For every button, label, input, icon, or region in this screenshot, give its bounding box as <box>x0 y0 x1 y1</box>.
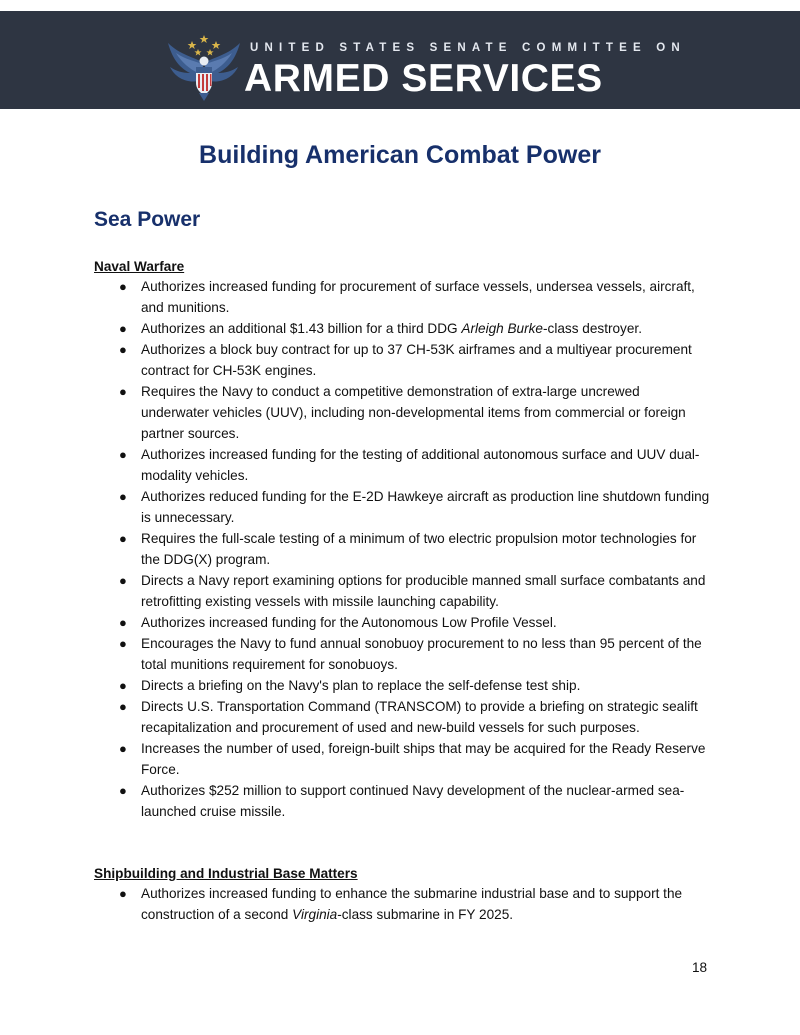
list-item: ● Authorizes a block buy contract for up to 37 CH-53K airframes and a multiyear procurement contract for CH-53K engines. <box>0 339 710 381</box>
list-item: ● Increases the number of used, foreign-built ships that may be acquired for the Ready Reserve Force. <box>0 738 710 780</box>
page-title: Building American Combat Power <box>199 141 601 169</box>
bullet-dot: ● <box>119 699 127 714</box>
list-item: ● Authorizes increased funding for procurement of surface vessels, undersea vessels, aircraft, and munitions. <box>0 276 710 318</box>
bullet-dot: ● <box>119 279 127 294</box>
bullet-dot: ● <box>119 636 127 651</box>
list-item: ● Directs U.S. Transportation Command (TRANSCOM) to provide a briefing on strategic sealift recapitalization and procurement of used and new-build vessels for such purposes. <box>0 696 710 738</box>
list-item: ● Authorizes increased funding for the testing of additional autonomous surface and UUV dual-modality vehicles. <box>0 444 710 486</box>
bullet-dot: ● <box>119 783 127 798</box>
bullet-dot: ● <box>119 384 127 399</box>
shipbuilding-list <box>0 883 710 925</box>
bullet-dot: ● <box>119 321 127 336</box>
bullet-dot: ● <box>119 573 127 588</box>
header-banner <box>0 11 800 109</box>
list-item: ● Requires the Navy to conduct a competitive demonstration of extra-large uncrewed underwater vehicles (UUV), including non-developmental items from commercial or foreign partner sources. <box>0 381 710 444</box>
list-item: ● Authorizes increased funding to enhance the submarine industrial base and to support the construction of a second Virginia-class submarine in FY 2025. <box>0 883 710 925</box>
bullet-dot: ● <box>119 489 127 504</box>
bullet-dot: ● <box>119 678 127 693</box>
page-number: 18 <box>692 960 708 975</box>
list-item: ● Authorizes reduced funding for the E-2D Hawkeye aircraft as production line shutdown funding is unnecessary. <box>0 486 710 528</box>
banner-subtitle: UNITED STATES SENATE COMMITTEE ON <box>250 42 686 54</box>
bullet-dot: ● <box>119 342 127 357</box>
bullet-dot: ● <box>119 447 127 462</box>
list-item: ● Directs a briefing on the Navy's plan to replace the self-defense test ship. <box>0 675 710 696</box>
list-item: ● Authorizes $252 million to support continued Navy development of the nuclear-armed sea-launched cruise missile. <box>0 780 710 822</box>
list-item: ● Directs a Navy report examining options for producible manned small surface combatants and retrofitting existing vessels with missile launching capability. <box>0 570 710 612</box>
eagle-seal-icon <box>166 33 242 103</box>
list-item: ● Authorizes an additional $1.43 billion for a third DDG Arleigh Burke-class destroyer. <box>0 318 710 339</box>
list-item: ● Requires the full-scale testing of a minimum of two electric propulsion motor technologies for the DDG(X) program. <box>0 528 710 570</box>
bullet-dot: ● <box>119 886 127 901</box>
shipbuilding-heading: Shipbuilding and Industrial Base Matters <box>94 866 358 881</box>
list-item: ● Encourages the Navy to fund annual sonobuoy procurement to no less than 95 percent of the total munitions requirement for sonobuoys. <box>0 633 710 675</box>
naval-warfare-heading: Naval Warfare <box>94 259 185 274</box>
banner-title: ARMED SERVICES <box>244 57 603 100</box>
list-item: ● Authorizes increased funding for the Autonomous Low Profile Vessel. <box>0 612 710 633</box>
bullet-dot: ● <box>119 615 127 630</box>
bullet-dot: ● <box>119 531 127 546</box>
naval-warfare-list <box>0 276 710 822</box>
section-title: Sea Power <box>94 208 201 231</box>
bullet-dot: ● <box>119 741 127 756</box>
